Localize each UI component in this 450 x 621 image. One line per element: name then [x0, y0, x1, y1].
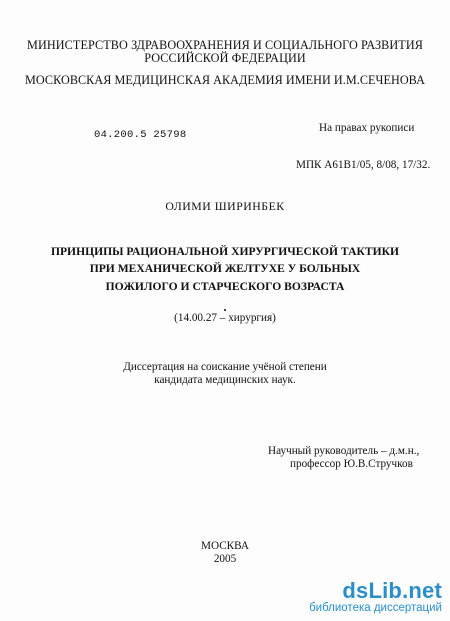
mpk-classification: МПК А61В1/05, 8/08, 17/32.	[296, 159, 431, 171]
city: МОСКВА	[201, 540, 249, 552]
watermark-logo-ds: ds	[342, 577, 369, 603]
ministry-line-1: МИНИСТЕРСТВО ЗДРАВООХРАНЕНИЯ И СОЦИАЛЬНОГО РАЗВИТИЯ	[27, 38, 423, 52]
specialty-code: (14.00.27 – хирургия)	[174, 312, 276, 324]
year: 2005	[213, 553, 237, 565]
watermark	[292, 577, 442, 615]
dissertation-line-2: кандидата медицинских наук.	[154, 374, 296, 386]
title-line-2: ПРИ МЕХАНИЧЕСКОЙ ЖЕЛТУХЕ У БОЛЬНЫХ	[89, 262, 361, 275]
watermark-logo	[292, 577, 442, 603]
watermark-logo-tld: .net	[402, 577, 442, 603]
scan-mark	[224, 309, 226, 311]
title-line-1: ПРИНЦИПЫ РАЦИОНАЛЬНОЙ ХИРУРГИЧЕСКОЙ ТАКТИКИ	[50, 245, 400, 258]
watermark-tagline: библиотека диссертаций	[309, 601, 442, 614]
dissertation-line-1: Диссертация на соискание учёной степени	[123, 361, 327, 373]
author-name: ОЛИМИ ШИРИНБЕК	[165, 199, 285, 213]
inventory-stamp: 04.200.5 25798	[94, 129, 187, 141]
manuscript-rights: На правах рукописи	[319, 122, 415, 134]
ministry-line-2: РОССИЙСКОЙ ФЕДЕРАЦИИ	[144, 51, 306, 65]
academy-name: МОСКОВСКАЯ МЕДИЦИНСКАЯ АКАДЕМИЯ ИМЕНИ И.М.СЕЧЕНОВА	[25, 73, 425, 87]
watermark-logo-lib: Lib	[368, 577, 403, 603]
supervisor-line-1: Научный руководитель – д.м.н.,	[268, 445, 420, 457]
title-line-3: ПОЖИЛОГО И СТАРЧЕСКОГО ВОЗРАСТА	[105, 280, 345, 293]
supervisor-line-2: профессор Ю.В.Стручков	[290, 458, 413, 470]
